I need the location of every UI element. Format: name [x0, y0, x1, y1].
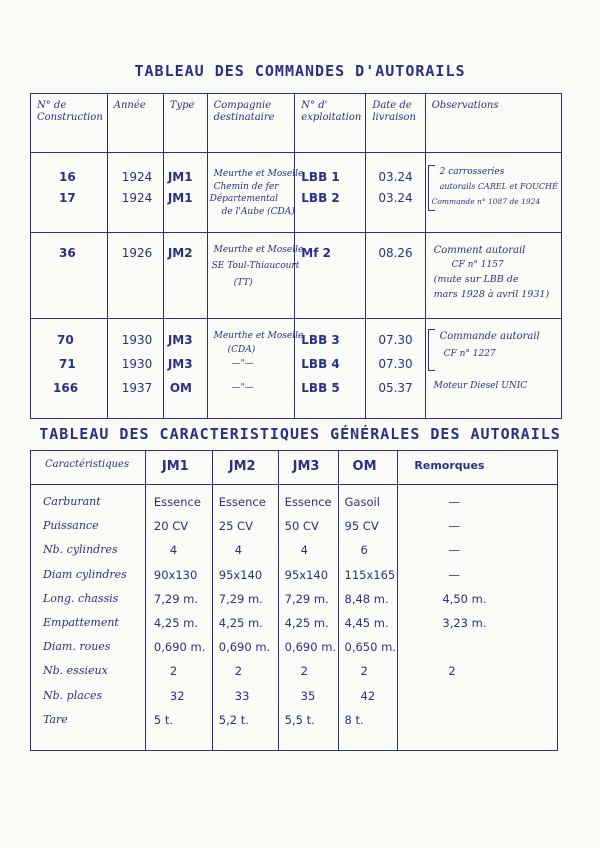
company-line: Chemin de fer [213, 182, 279, 192]
spec-value: 8 t. [344, 712, 364, 727]
spec-value: 5,5 t. [284, 712, 315, 727]
specs-table [30, 450, 558, 751]
spec-value: 3,23 m. [442, 616, 487, 630]
order-type: OM [169, 381, 192, 395]
header-characteristics: Caractéristiques [31, 451, 146, 485]
observation-line: Commande autorail [439, 331, 540, 342]
spec-value: 0,690 m. [284, 640, 337, 655]
spec-value: 0,690 m. [153, 640, 206, 655]
company-line: (TT) [233, 278, 253, 288]
characteristic-label: Nb. cylindres [43, 543, 118, 557]
spec-value: 95x140 [284, 567, 329, 582]
spec-value: 42 [360, 688, 376, 703]
spec-value: 4 [300, 543, 308, 558]
spec-value: 90x130 [153, 567, 198, 582]
observation-line: 2 carrosseries [439, 167, 505, 177]
spec-value: 7,29 m. [218, 591, 263, 606]
spec-value: 2 [300, 664, 308, 679]
spec-value: 4,25 m. [284, 616, 329, 630]
exploitation-number: LBB 1 [301, 170, 340, 184]
spec-value: 35 [300, 688, 316, 703]
exploitation-number: LBB 5 [301, 381, 340, 395]
delivery-date: 08.26 [378, 246, 413, 260]
order-group-2 [31, 233, 562, 319]
spec-value: 5 t. [153, 712, 174, 727]
company-line: —"— [231, 383, 254, 393]
spec-value: Essence [153, 495, 201, 509]
construction-number: 71 [59, 357, 76, 371]
characteristic-label: Diam cylindres [43, 567, 127, 581]
delivery-date: 03.24 [378, 170, 413, 184]
exploitation-number: LBB 2 [301, 191, 340, 205]
spec-value: 95 CV [344, 519, 379, 534]
spec-value: 8,48 m. [344, 591, 389, 606]
company-line: —"— [231, 359, 254, 369]
spec-value: 25 CV [218, 519, 253, 534]
observation-line: CF n° 1157 [451, 260, 504, 270]
spec-value: 95x140 [218, 567, 263, 582]
order-year: 1930 [121, 357, 153, 371]
spec-value: 6 [360, 543, 368, 558]
orders-title: TABLEAU DES COMMANDES D'AUTORAILS [134, 62, 466, 80]
spec-value: — [448, 543, 460, 558]
spec-value: 4 [234, 543, 243, 558]
order-type: JM2 [167, 246, 193, 260]
header-construction: N° de Construction [31, 94, 108, 153]
construction-number: 70 [57, 333, 74, 347]
specs-title: TABLEAU DES CARACTERISTIQUES GÉNÉRALES DES AUTORAILS [39, 425, 561, 443]
company-line: (CDA) [227, 345, 256, 355]
header-trailers: Remorques [398, 451, 558, 485]
spec-value: 4,25 m. [153, 616, 199, 630]
spec-value: 20 CV [153, 519, 189, 534]
construction-number: 36 [59, 246, 76, 260]
company-line: de l'Aube (CDA) [221, 207, 295, 217]
order-year: 1926 [121, 246, 153, 260]
delivery-date: 03.24 [378, 191, 413, 205]
spec-value: 7,29 m. [153, 591, 199, 606]
spec-value: Essence [218, 495, 266, 509]
characteristic-label: Diam. roues [43, 640, 111, 654]
header-year: Année [107, 94, 163, 153]
spec-value: 4,45 m. [344, 616, 389, 630]
spec-value: — [448, 567, 460, 582]
order-year: 1924 [121, 191, 153, 205]
spec-value: 50 CV [284, 519, 319, 534]
spec-value: Gasoil [344, 495, 380, 509]
header-type: Type [163, 94, 207, 153]
order-type: JM1 [167, 170, 193, 184]
order-type: JM3 [167, 333, 193, 347]
delivery-date: 07.30 [378, 333, 413, 347]
observation-line: CF n° 1227 [443, 349, 496, 359]
company-line: SE Toul-Thiaucourt [211, 261, 300, 271]
header-observations: Observations [425, 94, 561, 153]
specs-body [31, 485, 558, 751]
spec-value: 2 [360, 664, 368, 679]
header-jm2: JM2 [212, 451, 278, 485]
order-type: JM3 [167, 357, 193, 371]
bracket-mark [428, 329, 435, 371]
characteristic-label: Nb. essieux [43, 664, 108, 678]
construction-number: 166 [53, 381, 79, 395]
company-line: Meurthe et Moselle [213, 169, 304, 179]
header-company: Compagnie destinataire [207, 94, 295, 153]
header-jm3: JM3 [278, 451, 338, 485]
order-year: 1924 [121, 170, 153, 184]
order-year: 1930 [121, 333, 153, 347]
spec-value: 2 [234, 664, 243, 679]
spec-value: 4 [169, 543, 178, 558]
order-year: 1937 [121, 381, 153, 395]
characteristic-label: Empattement [43, 616, 119, 629]
observation-line: (mute sur LBB de [433, 274, 519, 285]
spec-value: 5,2 t. [218, 712, 249, 727]
construction-number: 16 [59, 170, 76, 184]
observation-line: Comment autorail [433, 245, 526, 256]
spec-value: 0,690 m. [218, 640, 271, 655]
spec-value: — [448, 495, 460, 509]
spec-value: 7,29 m. [284, 591, 329, 606]
specs-header-row [31, 451, 558, 485]
company-line: Meurthe et Moselle [213, 331, 304, 341]
spec-value: 2 [169, 664, 178, 679]
exploitation-number: LBB 3 [301, 333, 340, 347]
spec-value: 33 [234, 688, 250, 703]
observation-line: autorails CAREL et FOUCHÉ [439, 182, 558, 191]
delivery-date: 07.30 [378, 357, 413, 371]
order-group-1 [31, 153, 562, 233]
spec-value: 2 [448, 664, 456, 679]
header-jm1: JM1 [145, 451, 212, 485]
spec-value: 0,650 m. [344, 640, 396, 655]
observation-line: Commande n° 1087 de 1924 [431, 197, 541, 206]
orders-header-row [31, 94, 562, 153]
spec-value: — [448, 519, 460, 534]
observation-line: mars 1928 à avril 1931) [433, 289, 550, 300]
spec-value: 4,50 m. [442, 591, 487, 606]
order-type: JM1 [167, 191, 193, 205]
header-om: OM [338, 451, 398, 485]
exploitation-number: LBB 4 [301, 357, 340, 371]
characteristic-label: Tare [43, 712, 68, 726]
header-delivery-date: Date de livraison [366, 94, 425, 153]
characteristic-label: Carburant [43, 495, 101, 508]
characteristic-label: Puissance [43, 519, 99, 533]
spec-value: 115x165 [344, 567, 396, 582]
spec-value: 32 [169, 688, 185, 703]
orders-table [30, 93, 562, 419]
header-exploitation: N° d' exploitation [295, 94, 366, 153]
characteristic-label: Long. chassis [43, 591, 119, 605]
company-line: Départemental [209, 194, 279, 204]
observation-line: Moteur Diesel UNIC [433, 381, 528, 391]
spec-value: 4,25 m. [218, 616, 263, 630]
delivery-date: 05.37 [378, 381, 413, 395]
order-group-3 [31, 319, 562, 419]
construction-number: 17 [59, 191, 76, 205]
exploitation-number: Mf 2 [301, 246, 331, 260]
characteristic-label: Nb. places [43, 688, 103, 702]
company-line: Meurthe et Moselle [213, 245, 304, 255]
spec-value: Essence [284, 495, 332, 509]
